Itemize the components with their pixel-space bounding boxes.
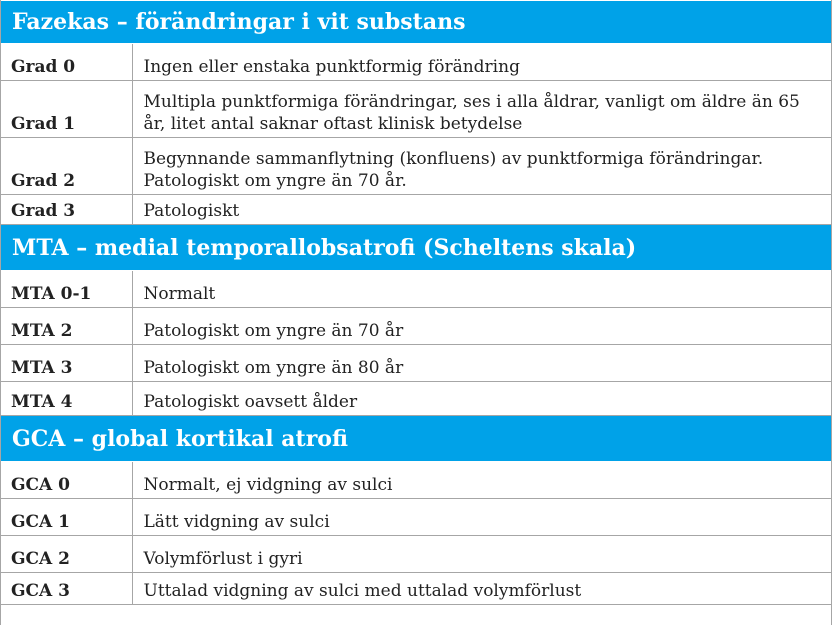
- grade-label: MTA 0-1: [1, 271, 132, 308]
- grade-description: Lätt vidgning av sulci: [132, 499, 831, 536]
- grade-label: Grad 2: [1, 138, 132, 195]
- scales-table: [1, 0, 831, 605]
- grade-label: Grad 3: [1, 195, 132, 225]
- grade-description: Normalt, ej vidgning av sulci: [132, 462, 831, 499]
- grade-description: Patologiskt oavsett ålder: [132, 382, 831, 416]
- grade-label: MTA 3: [1, 345, 132, 382]
- grade-label: Grad 0: [1, 44, 132, 81]
- table-row: [1, 499, 831, 536]
- table-row: [1, 345, 831, 382]
- grade-description: Multipla punktformiga förändringar, ses i alla åldrar, vanligt om äldre än 65 år, litet antal saknar oftast klinisk betydelse: [132, 81, 831, 138]
- grade-description: Begynnande sammanflytning (konfluens) av punktformiga förändringar. Patologiskt om yngre än 70 år.: [132, 138, 831, 195]
- table-row: [1, 573, 831, 605]
- grade-label: GCA 0: [1, 462, 132, 499]
- table-row: [1, 81, 831, 138]
- grade-description: Ingen eller enstaka punktformig förändring: [132, 44, 831, 81]
- grade-description: Patologiskt om yngre än 70 år: [132, 308, 831, 345]
- grade-label: GCA 3: [1, 573, 132, 605]
- grade-label: GCA 2: [1, 536, 132, 573]
- table-row: [1, 462, 831, 499]
- table-row: [1, 44, 831, 81]
- grade-description: Uttalad vidgning av sulci med uttalad volymförlust: [132, 573, 831, 605]
- table-row: [1, 382, 831, 416]
- section-title: Fazekas – förändringar i vit substans: [1, 1, 831, 44]
- grade-label: Grad 1: [1, 81, 132, 138]
- table-row: [1, 195, 831, 225]
- grade-description: Volymförlust i gyri: [132, 536, 831, 573]
- section-header-gca: [1, 416, 831, 462]
- section-title: MTA – medial temporallobsatrofi (Scheltens skala): [1, 225, 831, 271]
- section-title: GCA – global kortikal atrofi: [1, 416, 831, 462]
- grade-description: Patologiskt om yngre än 80 år: [132, 345, 831, 382]
- grade-label: GCA 1: [1, 499, 132, 536]
- table-row: [1, 271, 831, 308]
- section-header-mta: [1, 225, 831, 271]
- grade-description: Normalt: [132, 271, 831, 308]
- grade-label: MTA 4: [1, 382, 132, 416]
- table-row: [1, 536, 831, 573]
- section-header-fazekas: [1, 1, 831, 44]
- grade-label: MTA 2: [1, 308, 132, 345]
- grade-description: Patologiskt: [132, 195, 831, 225]
- table-row: [1, 308, 831, 345]
- table-row: [1, 138, 831, 195]
